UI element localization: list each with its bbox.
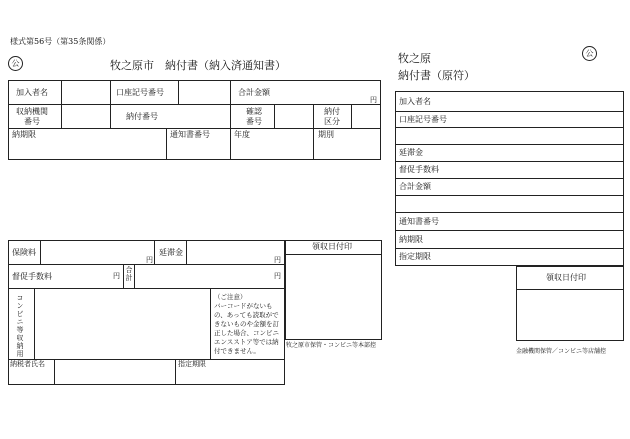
label-total-vertical: 合計 (125, 266, 133, 282)
label-confirm-2: 番号 (246, 117, 262, 126)
yen-reminder: 円 (113, 272, 120, 280)
right-title-2: 納付書（原符） (398, 69, 475, 82)
label-notice-number: 通知書番号 (170, 130, 210, 139)
seal-icon: 公 (8, 56, 23, 71)
right-row-subscriber: 加入者名 (399, 97, 431, 106)
yen-late: 円 (274, 256, 281, 264)
seal-icon: 公 (582, 46, 597, 61)
label-receiving-bank-1: 収納機関 (16, 107, 48, 116)
right-title-1: 牧之原 (398, 52, 431, 65)
label-fiscal-year: 年度 (234, 130, 250, 139)
label-reminder-fee: 督促手数料 (12, 272, 52, 281)
yen-total-bottom: 円 (274, 272, 281, 280)
left-title: 牧之原市 納付書（納入済通知書） (110, 59, 286, 72)
label-due-date: 納期限 (12, 130, 36, 139)
form-number: 様式第56号（第35条関係） (10, 37, 111, 46)
right-row-notice-number: 通知書番号 (399, 217, 439, 226)
label-payment-type-2: 区分 (324, 117, 340, 126)
storage-right: 金融機関保管／コンビニ等店舗控 (516, 348, 607, 355)
label-payment-number: 納付番号 (126, 112, 158, 121)
right-row-reminder-fee: 督促手数料 (399, 165, 439, 174)
label-receipt-stamp-left: 領収日付印 (312, 242, 352, 251)
right-row-due-date: 納期限 (399, 235, 423, 244)
label-designated-period: 指定期限 (178, 360, 206, 368)
right-row-designated-period: 指定期限 (399, 252, 431, 261)
label-payer-name: 納税者氏名 (10, 360, 45, 368)
label-period: 期別 (318, 130, 334, 139)
right-row-account: 口座記号番号 (399, 115, 447, 124)
left-receipt-stamp-box (285, 240, 382, 340)
label-subscriber-name: 加入者名 (16, 88, 48, 97)
yen-total: 円 (370, 96, 377, 104)
label-late-fee: 延滞金 (159, 248, 183, 257)
right-row-total: 合計金額 (399, 182, 431, 191)
notes: （ご注意） バーコードがないもの、あっても読取ができないものや金額を訂正した場合、コンビニエンスストア等では納付できません。 (214, 293, 279, 355)
label-confirm-1: 確認 (246, 107, 262, 116)
yen-insurance: 円 (146, 256, 153, 264)
right-row-late-fee: 延滞金 (399, 148, 423, 157)
label-payment-type-1: 納付 (324, 107, 340, 116)
label-account-number: 口座記号番号 (116, 88, 164, 97)
storage-left: 牧之原市保管・コンビニ等本部控 (286, 342, 377, 349)
label-total-amount: 合計金額 (238, 88, 270, 97)
label-receiving-bank-2: 番号 (24, 117, 40, 126)
label-receipt-stamp-right: 領収日付印 (546, 273, 586, 282)
label-convenience: コンビニ等収納用 (16, 294, 24, 358)
label-insurance-fee: 保険料 (12, 248, 36, 257)
